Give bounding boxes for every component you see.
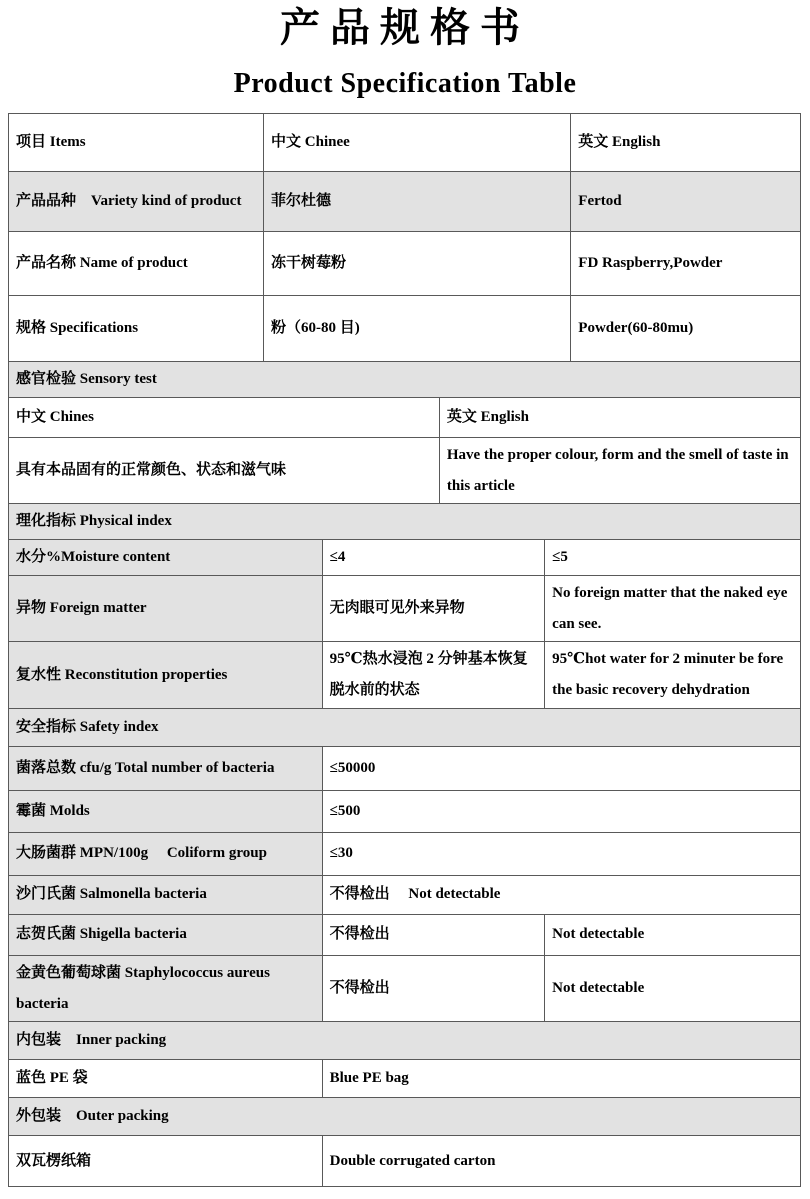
table-row-staphylococcus [9,956,801,1023]
variety-label: 产品品种 Variety kind of product [9,172,264,232]
shigella-value-cn: 不得检出 [323,915,546,956]
shigella-label: 志贺氏菌 Shigella bacteria [9,915,323,956]
moisture-value-en: ≤5 [545,540,801,576]
table-row-outer-packing [9,1136,801,1187]
product-name-chinese: 冻干树莓粉 [264,232,571,296]
spec-chinese: 粉（60-80 目) [264,296,571,362]
sensory-value-chinese: 具有本品固有的正常颜色、状态和滋气味 [9,438,440,505]
section-outer-label: 外包装 Outer packing [9,1098,801,1136]
moisture-value-cn: ≤4 [323,540,546,576]
shigella-value-en: Not detectable [545,915,801,956]
reconstitution-label: 复水性 Reconstitution properties [9,642,323,709]
header-items: 项目 Items [9,114,264,172]
table-row-salmonella [9,876,801,915]
table-row-product-name [9,232,801,296]
table-row-shigella [9,915,801,956]
staphylococcus-value-en: Not detectable [545,956,801,1023]
section-safety-index [9,709,801,747]
variety-english: Fertod [571,172,801,232]
sensory-value-english: Have the proper colour, form and the smell of taste in this article [440,438,801,505]
table-row-inner-packing [9,1060,801,1098]
coliform-label: 大肠菌群 MPN/100g Coliform group [9,833,323,876]
header-chinese: 中文 Chinee [264,114,571,172]
doc-title-english: Product Specification Table [233,68,577,99]
table-row-coliform [9,833,801,876]
table-row-molds [9,791,801,833]
table-row-sensory-header [9,398,801,438]
inner-packing-cn: 蓝色 PE 袋 [9,1060,323,1098]
spec-table [8,113,801,1187]
product-name-label: 产品名称 Name of product [9,232,264,296]
staphylococcus-value-cn: 不得检出 [323,956,546,1023]
section-inner-packing [9,1022,801,1060]
section-sensory-test [9,362,801,398]
spec-english: Powder(60-80mu) [571,296,801,362]
product-name-english: FD Raspberry,Powder [571,232,801,296]
section-sensory-label: 感官检验 Sensory test [9,362,801,398]
foreign-matter-value-en: No foreign matter that the naked eye can see. [545,576,801,643]
inner-packing-en: Blue PE bag [323,1060,801,1098]
table-row-moisture [9,540,801,576]
salmonella-label: 沙门氏菌 Salmonella bacteria [9,876,323,915]
section-safety-label: 安全指标 Safety index [9,709,801,747]
header-english: 英文 English [571,114,801,172]
table-row-reconstitution [9,642,801,709]
sensory-english-header: 英文 English [440,398,801,438]
molds-label: 霉菌 Molds [9,791,323,833]
total-bacteria-value: ≤50000 [323,747,801,791]
sensory-chinese-header: 中文 Chines [9,398,440,438]
spec-label: 规格 Specifications [9,296,264,362]
outer-packing-en: Double corrugated carton [323,1136,801,1187]
reconstitution-value-cn: 95℃热水浸泡 2 分钟基本恢复脱水前的状态 [323,642,546,709]
table-row-specifications [9,296,801,362]
section-inner-label: 内包装 Inner packing [9,1022,801,1060]
table-row-foreign-matter [9,576,801,643]
section-physical-index [9,504,801,540]
doc-title-chinese: 产品规格书 [280,5,530,50]
table-row-variety [9,172,801,232]
molds-value: ≤500 [323,791,801,833]
variety-chinese: 菲尔杜德 [264,172,571,232]
reconstitution-value-en: 95℃hot water for 2 minuter be fore the basic recovery dehydration [545,642,801,709]
table-row-total-bacteria [9,747,801,791]
moisture-label: 水分%Moisture content [9,540,323,576]
coliform-value: ≤30 [323,833,801,876]
staphylococcus-label: 金黄色葡萄球菌 Staphylococcus aureus bacteria [9,956,323,1023]
section-physical-label: 理化指标 Physical index [9,504,801,540]
outer-packing-cn: 双瓦楞纸箱 [9,1136,323,1187]
foreign-matter-label: 异物 Foreign matter [9,576,323,643]
table-row-header [9,114,801,172]
table-row-sensory-values [9,438,801,505]
section-outer-packing [9,1098,801,1136]
salmonella-value: 不得检出 Not detectable [323,876,801,915]
total-bacteria-label: 菌落总数 cfu/g Total number of bacteria [9,747,323,791]
foreign-matter-value-cn: 无肉眼可见外来异物 [323,576,546,643]
